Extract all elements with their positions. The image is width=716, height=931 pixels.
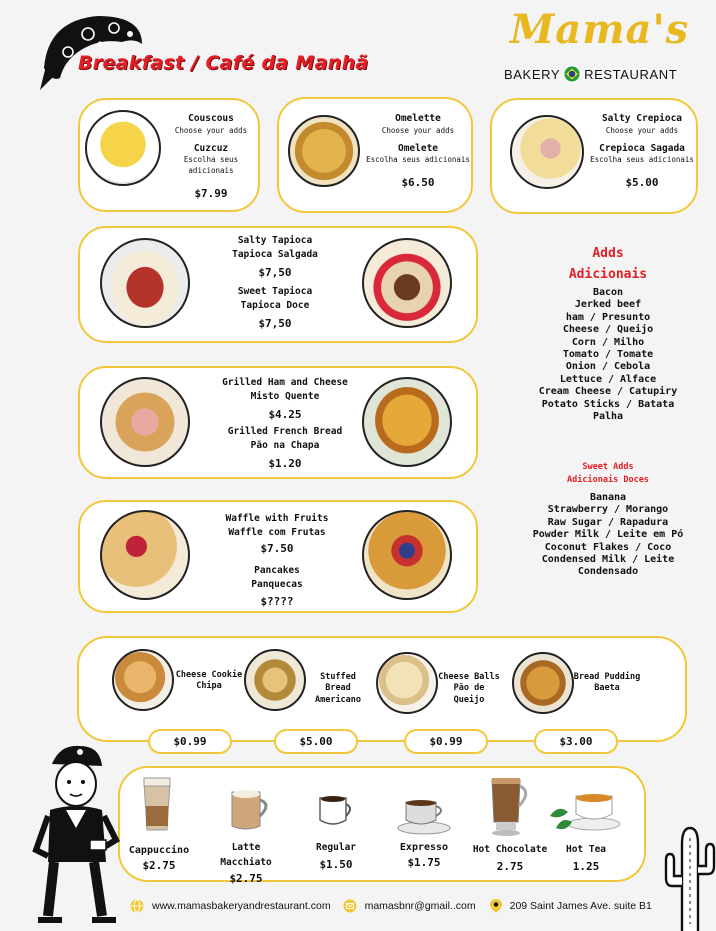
website-link[interactable]: www.mamasbakeryandrestaurant.com [152,900,331,912]
page-title: Breakfast / Café da Manhã [78,52,369,74]
footer [130,896,670,916]
bakery-item-1: Cheese Cookie Chipa [175,670,243,692]
globe-icon [130,899,144,913]
drink-1: Cappuccino $2.75 [128,845,190,872]
sweet-adds-title: Sweet Adds [582,462,634,472]
cactus-icon [664,824,716,931]
adds-title-pt: Adicionais [568,267,648,282]
logo-restaurant: RESTAURANT [584,66,678,82]
bakery-price-4: $3.00 [534,729,618,754]
ham-cheese-photo [100,377,190,467]
drink-2: Latte Macchiato $2.75 [220,842,272,886]
omelette-photo [288,115,360,187]
hot-tea-icon [546,786,622,838]
drink-3: Regular $1.50 [315,842,357,871]
waffle-photo [362,510,452,600]
salty-tapioca-photo [100,238,190,328]
couscous-text: Couscous Choose your adds Cuzcuz Escolha seus adicionais $7.99 [174,113,248,201]
email-link[interactable]: mamasbnr@gmail..com [364,900,476,912]
expresso-cup-icon [396,794,454,836]
sweet-adds-title-pt: Adicionais Doces [567,475,649,485]
adds-list: Bacon Jerked beef ham / Presunto Cheese / Queijo Corn / Milho Tomato / Tomate Onion / Cebola Lettuce / Alface Cream Cheese / Catupiry Potato Sticks / Batata Palha [538,287,678,423]
bakery-price-2: $5.00 [274,729,358,754]
bakery-item-4: Bread Pudding Baeta [573,672,641,694]
drink-4: Expresso $1.75 [399,842,449,869]
address-text: 209 Saint James Ave. suite B1 [509,900,652,912]
email-icon [343,899,357,913]
adds-section [520,246,696,423]
hot-chocolate-icon [486,776,536,838]
drink-6: Hot Tea 1.25 [565,844,607,873]
logo [500,6,705,86]
cheese-balls-photo [376,652,438,714]
drink-5: Hot Chocolate 2.75 [472,844,548,873]
regular-coffee-icon [316,792,356,830]
stuffed-bread-photo [244,649,306,711]
bandana-icon [38,8,148,94]
sweet-adds-list: Banana Strawberry / Morango Raw Sugar / Rapadura Powder Milk / Leite em Pó Coconut Flakes / Coco Condensed Milk / Leite Condensado [532,492,684,578]
waffle-text: Waffle with Fruits Waffle com Frutas $7.50 Pancakes Panquecas $???? [225,513,329,608]
crepioca-photo [510,115,584,189]
logo-bakery: BAKERY [504,66,561,82]
bakery-item-2: Stuffed Bread Americano [314,672,362,705]
location-pin-icon [490,899,502,913]
latte-cup-icon [226,786,274,834]
bakery-price-1: $0.99 [148,729,232,754]
omelette-text: Omelette Choose your adds Omelete Escolha seus adicionais $6.50 [366,113,470,190]
brazil-flag-icon [564,66,580,82]
french-bread-photo [362,377,452,467]
grilled-text: Grilled Ham and Cheese Misto Quente $4.25 Grilled French Bread Pão na Chapa $1.20 [222,377,348,470]
sweet-adds-section [520,462,696,579]
chef-character-illustration [30,740,122,928]
cappuccino-cup-icon [138,776,180,834]
bakery-item-3: Cheese Balls Pão de Queijo [438,672,500,705]
crepioca-text: Salty Crepioca Choose your adds Crepioca Sagada Escolha seus adicionais $5.00 [590,113,694,190]
bread-pudding-photo [512,652,574,714]
adds-title: Adds [592,246,624,261]
bakery-price-3: $0.99 [404,729,488,754]
pancakes-photo [100,510,190,600]
tapioca-text: Salty Tapioca Tapioca Salgada $7,50 Sweet Tapioca Tapioca Doce $7,50 [232,235,318,330]
couscous-photo [85,110,161,186]
cheese-cookie-photo [112,649,174,711]
logo-script: Mama's [510,6,690,53]
sweet-tapioca-photo [362,238,452,328]
